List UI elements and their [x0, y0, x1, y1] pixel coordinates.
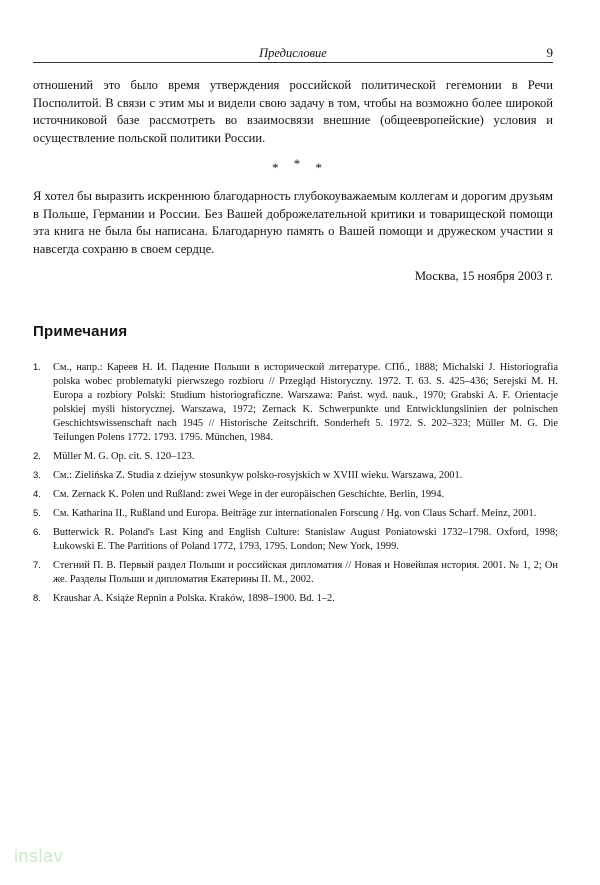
note-text: См. Katharina II., Rußland und Europa. Beiträge zur internationalen Forscung / Hg. von Claus Scharf. Meinz, 2001. — [53, 508, 537, 519]
page-number: 9 — [546, 45, 553, 60]
note-number: 2. — [33, 451, 41, 462]
note-item — [33, 526, 558, 554]
note-text: Стегний П. В. Первый раздел Польши и российская дипломатия // Новая и Новейшая история. 2001. № 1, 2; Он же. Разделы Польши и дипломатия Екатерины II. М., 2002. — [53, 560, 558, 585]
note-number: 8. — [33, 593, 41, 604]
running-title: Предисловие — [259, 46, 327, 60]
page-header — [33, 44, 553, 63]
notes-list — [33, 361, 558, 611]
site-watermark: inslav — [14, 846, 64, 866]
note-item — [33, 361, 558, 445]
separator-star: * — [315, 160, 328, 175]
paragraph-text: отношений это было время утверждения российской политической гегемонии в Речи Посполитой. В связи с этим мы и видели свою задачу в том, чтобы на возможно более широкой источниковой базе рассмотреть во взаимосвязи внешние (общеевропейские) условия и осуществление польской политики России. — [33, 78, 553, 145]
note-text: Kraushar A. Książe Repnin a Polska. Kraków, 1898–1900. Bd. 1–2. — [53, 593, 335, 604]
note-item — [33, 507, 558, 521]
note-item — [33, 450, 558, 464]
place-date-signature: Москва, 15 ноября 2003 г. — [414, 269, 553, 283]
note-number: 6. — [33, 527, 41, 538]
note-number: 7. — [33, 560, 41, 571]
section-separator-stars — [0, 156, 600, 176]
note-text: Butterwick R. Poland's Last King and English Culture: Stanislaw August Poniatowski 1732–1798. Oxford, 1998; Łukowski E. The Partitions of Poland 1772, 1793, 1795. London; New York, 1999. — [53, 527, 558, 552]
note-text: См. Zernack K. Polen und Rußland: zwei Wege in der europäischen Geschichte. Berlin, 1994. — [53, 489, 445, 500]
notes-heading: Примечания — [33, 323, 128, 340]
paragraph-text: Я хотел бы выразить искреннюю благодарность глубокоуважаемым коллегам и дорогим друзьям в Польше, Германии и России. Без Вашей доброжелательной критики и товарищеской помощи эта книга не была бы написана. Благодарную память о Вашей помощи и дружеском участии я навсегда сохраню в своем сердце. — [33, 189, 553, 256]
note-text: Müller M. G. Op. cit. S. 120–123. — [53, 451, 195, 462]
note-number: 3. — [33, 470, 41, 481]
separator-star: * — [293, 156, 307, 171]
note-number: 1. — [33, 362, 41, 373]
body-paragraph-2 — [33, 188, 553, 258]
separator-star: * — [272, 160, 285, 175]
note-item — [33, 488, 558, 502]
note-text: См.: Zielińska Z. Studia z dziejyw stosunkyw polsko-rosyjskich w XVIII wieku. Warszawa, 2001. — [53, 470, 463, 481]
note-item — [33, 559, 558, 587]
body-paragraph-1 — [33, 77, 553, 147]
note-item — [33, 592, 558, 606]
note-text: См., напр.: Кареев Н. И. Падение Польши в исторической литературе. СПб., 1888; Michalski J. Historiografia polska wobec problematyki pierwszego rozbioru // Przegląd Historyczny. 1972. T. 63. S. 425–436; Serejski M. H. Europa a rozbiory Polski: Studium historiograficzne. Warszawa: Państ. wyd. nauk., 1970; Grabski A. F. Orientacje polskiej myśli historycznej. Warszawa, 1972; Zernack K. Schwerpunkte und Entwicklungslinien der polnischen Geschichtswissenschaft nach 1945 // Historische Zeitschrift. Sonderheft 5. 1972. S. 202–323; Müller M. G. Die Teilungen Polens 1772. 1793. 1795. München, 1984. — [53, 362, 558, 443]
note-number: 4. — [33, 489, 41, 500]
note-item — [33, 469, 558, 483]
note-number: 5. — [33, 508, 41, 519]
